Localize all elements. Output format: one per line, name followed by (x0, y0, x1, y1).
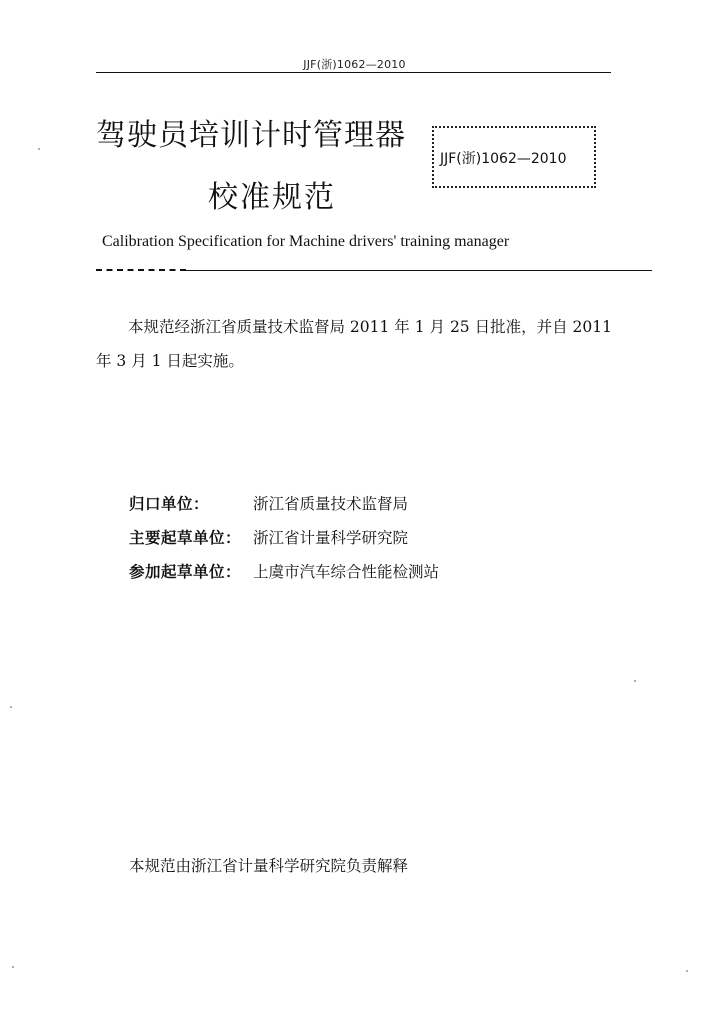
header-standard-code: JJF(浙)1062—2010 (303, 58, 406, 71)
interpretation-statement: 本规范由浙江省计量科学研究院负责解释 (129, 857, 409, 875)
scan-speck (38, 148, 40, 150)
info-value: 浙江省计量科学研究院 (253, 529, 409, 547)
title-rule (186, 270, 652, 271)
info-label: 参加起草单位： (129, 563, 242, 581)
english-title: Calibration Specification for Machine drivers' training manager (102, 233, 510, 250)
info-row-participating-drafter (129, 560, 439, 582)
info-row-main-drafter (129, 526, 408, 548)
info-value: 上虞市汽车综合性能检测站 (253, 563, 440, 581)
header-rule (96, 72, 611, 73)
info-label: 归口单位： (129, 495, 210, 513)
info-row-responsible-unit (129, 492, 408, 514)
approval-paragraph: 本规范经浙江省质量技术监督局 2011 年 1 月 25 日批准，并自 2011 年 3 月 1 日起实施。 (96, 318, 612, 370)
info-label: 主要起草单位： (129, 529, 242, 547)
title-rule-dashed (96, 269, 186, 271)
standard-code-box-text: JJF(浙)1062—2010 (440, 151, 567, 167)
scan-speck (686, 970, 688, 972)
scan-speck (12, 966, 14, 968)
scan-speck (10, 706, 12, 708)
info-value: 浙江省质量技术监督局 (253, 495, 409, 513)
document-title-line2: 校准规范 (208, 180, 336, 215)
scan-speck (634, 680, 636, 682)
document-title-line1: 驾驶员培训计时管理器 (96, 118, 406, 153)
